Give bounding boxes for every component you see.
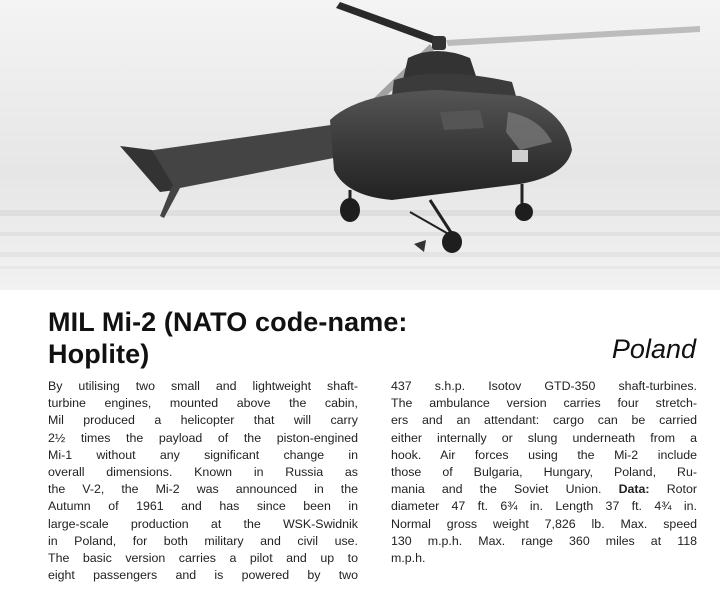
left-line: By utilising two small and lightweight shaft- <box>48 379 358 393</box>
left-line: large-scale production at the WSK-Swidnik <box>48 516 358 531</box>
left-line: Mi-1 without any significant change in <box>48 447 358 462</box>
helicopter-illustration <box>0 0 720 290</box>
right-line: 437 s.h.p. Isotov GTD-350 shaft-turbines. <box>391 379 697 393</box>
left-line: overall dimensions. Known in Russia as <box>48 465 358 480</box>
article-title <box>48 306 508 370</box>
right-data-line <box>391 481 697 498</box>
right-line-text: Rotor <box>666 482 697 497</box>
right-line: ers and an attendant: cargo can be carried <box>391 413 697 428</box>
right-line: m.p.h. <box>391 551 426 566</box>
left-line: eight passengers and is powered by two <box>48 568 358 583</box>
right-line: those of Bulgaria, Hungary, Poland, Ru- <box>391 465 697 480</box>
right-text-column <box>391 378 697 567</box>
right-line: 130 m.p.h. Max. range 360 miles at 118 <box>391 533 697 548</box>
right-line: either internally or slung underneath from a <box>391 430 697 445</box>
left-line: Autumn of 1961 and has since been in <box>48 499 358 514</box>
left-line: 2½ times the payload of the piston-engined <box>48 430 358 445</box>
right-line: hook. Air forces using the Mi-2 include <box>391 447 697 462</box>
right-line: Normal gross weight 7,826 lb. Max. speed <box>391 516 697 531</box>
country-label: Poland <box>611 334 696 364</box>
title-line-2: Hoplite) <box>48 339 150 369</box>
title-line-1: MIL Mi-2 (NATO code-name: <box>48 307 408 337</box>
left-line: turbine engines, mounted above the cabin, <box>48 396 358 411</box>
left-line: in Poland, for both military and civil use. <box>48 533 358 548</box>
helicopter-photo <box>0 0 720 290</box>
left-line: Mil produced a helicopter that will carry <box>48 413 358 428</box>
right-line-text: mania and the Soviet Union. <box>391 482 602 497</box>
data-label: Data: <box>618 482 650 497</box>
left-text-column <box>48 378 358 584</box>
left-line: The basic version carries a pilot and up to <box>48 551 358 566</box>
right-line: The ambulance version carries four stretch- <box>391 396 697 411</box>
left-line: the V-2, the Mi-2 was announced in the <box>48 482 358 497</box>
right-line: diameter 47 ft. 6¾ in. Length 37 ft. 4¾ in. <box>391 499 697 514</box>
